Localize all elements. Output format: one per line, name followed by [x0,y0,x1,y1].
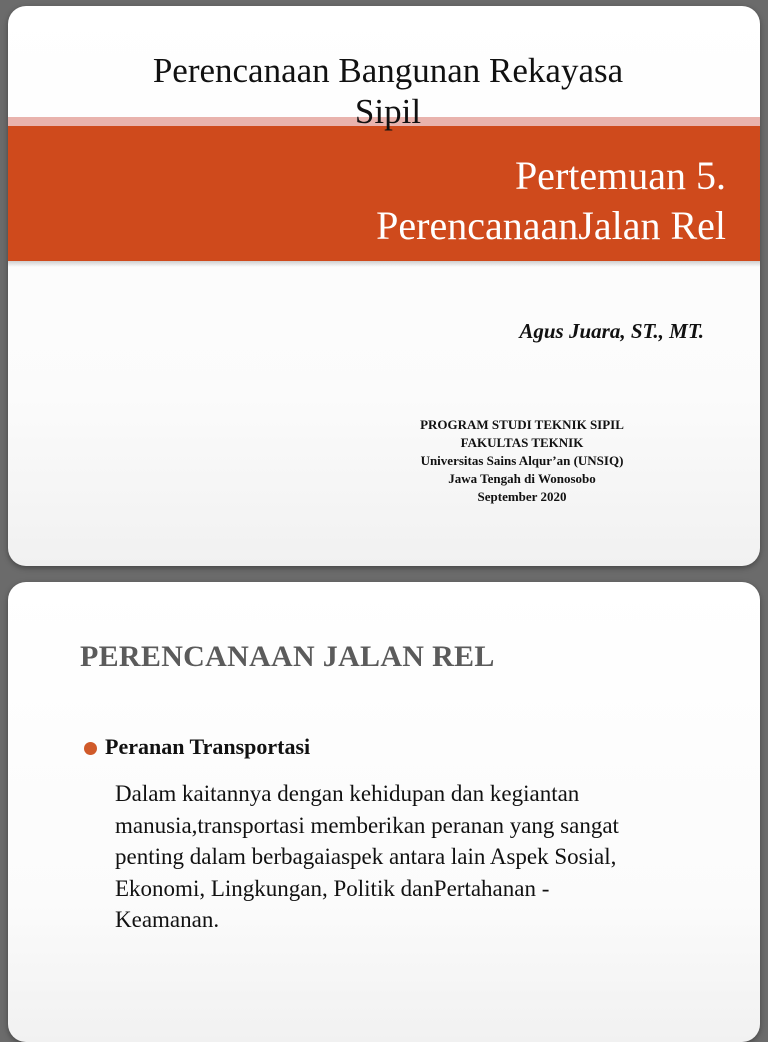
body-paragraph [115,778,735,936]
title-line-1: Perencanaan Bangunan Rekayasa [152,51,624,90]
subtitle [376,151,726,251]
body-line: Ekonomi, Lingkungan, Politik danPertahanan - [115,875,550,901]
institution-line: PROGRAM STUDI TEKNIK SIPIL [420,417,624,432]
subtitle-line-1: Pertemuan 5. [514,153,726,198]
bullet-heading: Peranan Transportasi [105,734,311,759]
title-slide [8,6,760,566]
presentation-title [68,50,708,132]
title-line-2: Sipil [354,92,422,131]
body-line: Dalam kaitannya dengan kehidupan dan kegiantan [115,781,580,806]
subtitle-line-2: PerencanaanJalan Rel [376,203,726,248]
body-line: Keamanan. [115,907,220,932]
author-name: Agus Juara, ST., MT. [519,319,704,343]
band-shadow [8,261,760,267]
institution-line: FAKULTAS TEKNIK [460,435,584,450]
bullet-dot-icon [84,742,97,755]
slide-title: PERENCANAAN JALAN REL [80,640,495,673]
bullet-item [84,734,310,760]
institution-block [338,416,706,506]
content-slide [8,582,760,1042]
institution-line: Universitas Sains Alqur’an (UNSIQ) [420,453,624,468]
body-line: penting dalam berbagaiaspek antara lain Aspek Sosial, [115,844,617,869]
institution-line: Jawa Tengah di Wonosobo [448,471,596,486]
body-line: manusia,transportasi memberikan peranan yang sangat [115,812,619,838]
institution-line: September 2020 [477,489,567,504]
